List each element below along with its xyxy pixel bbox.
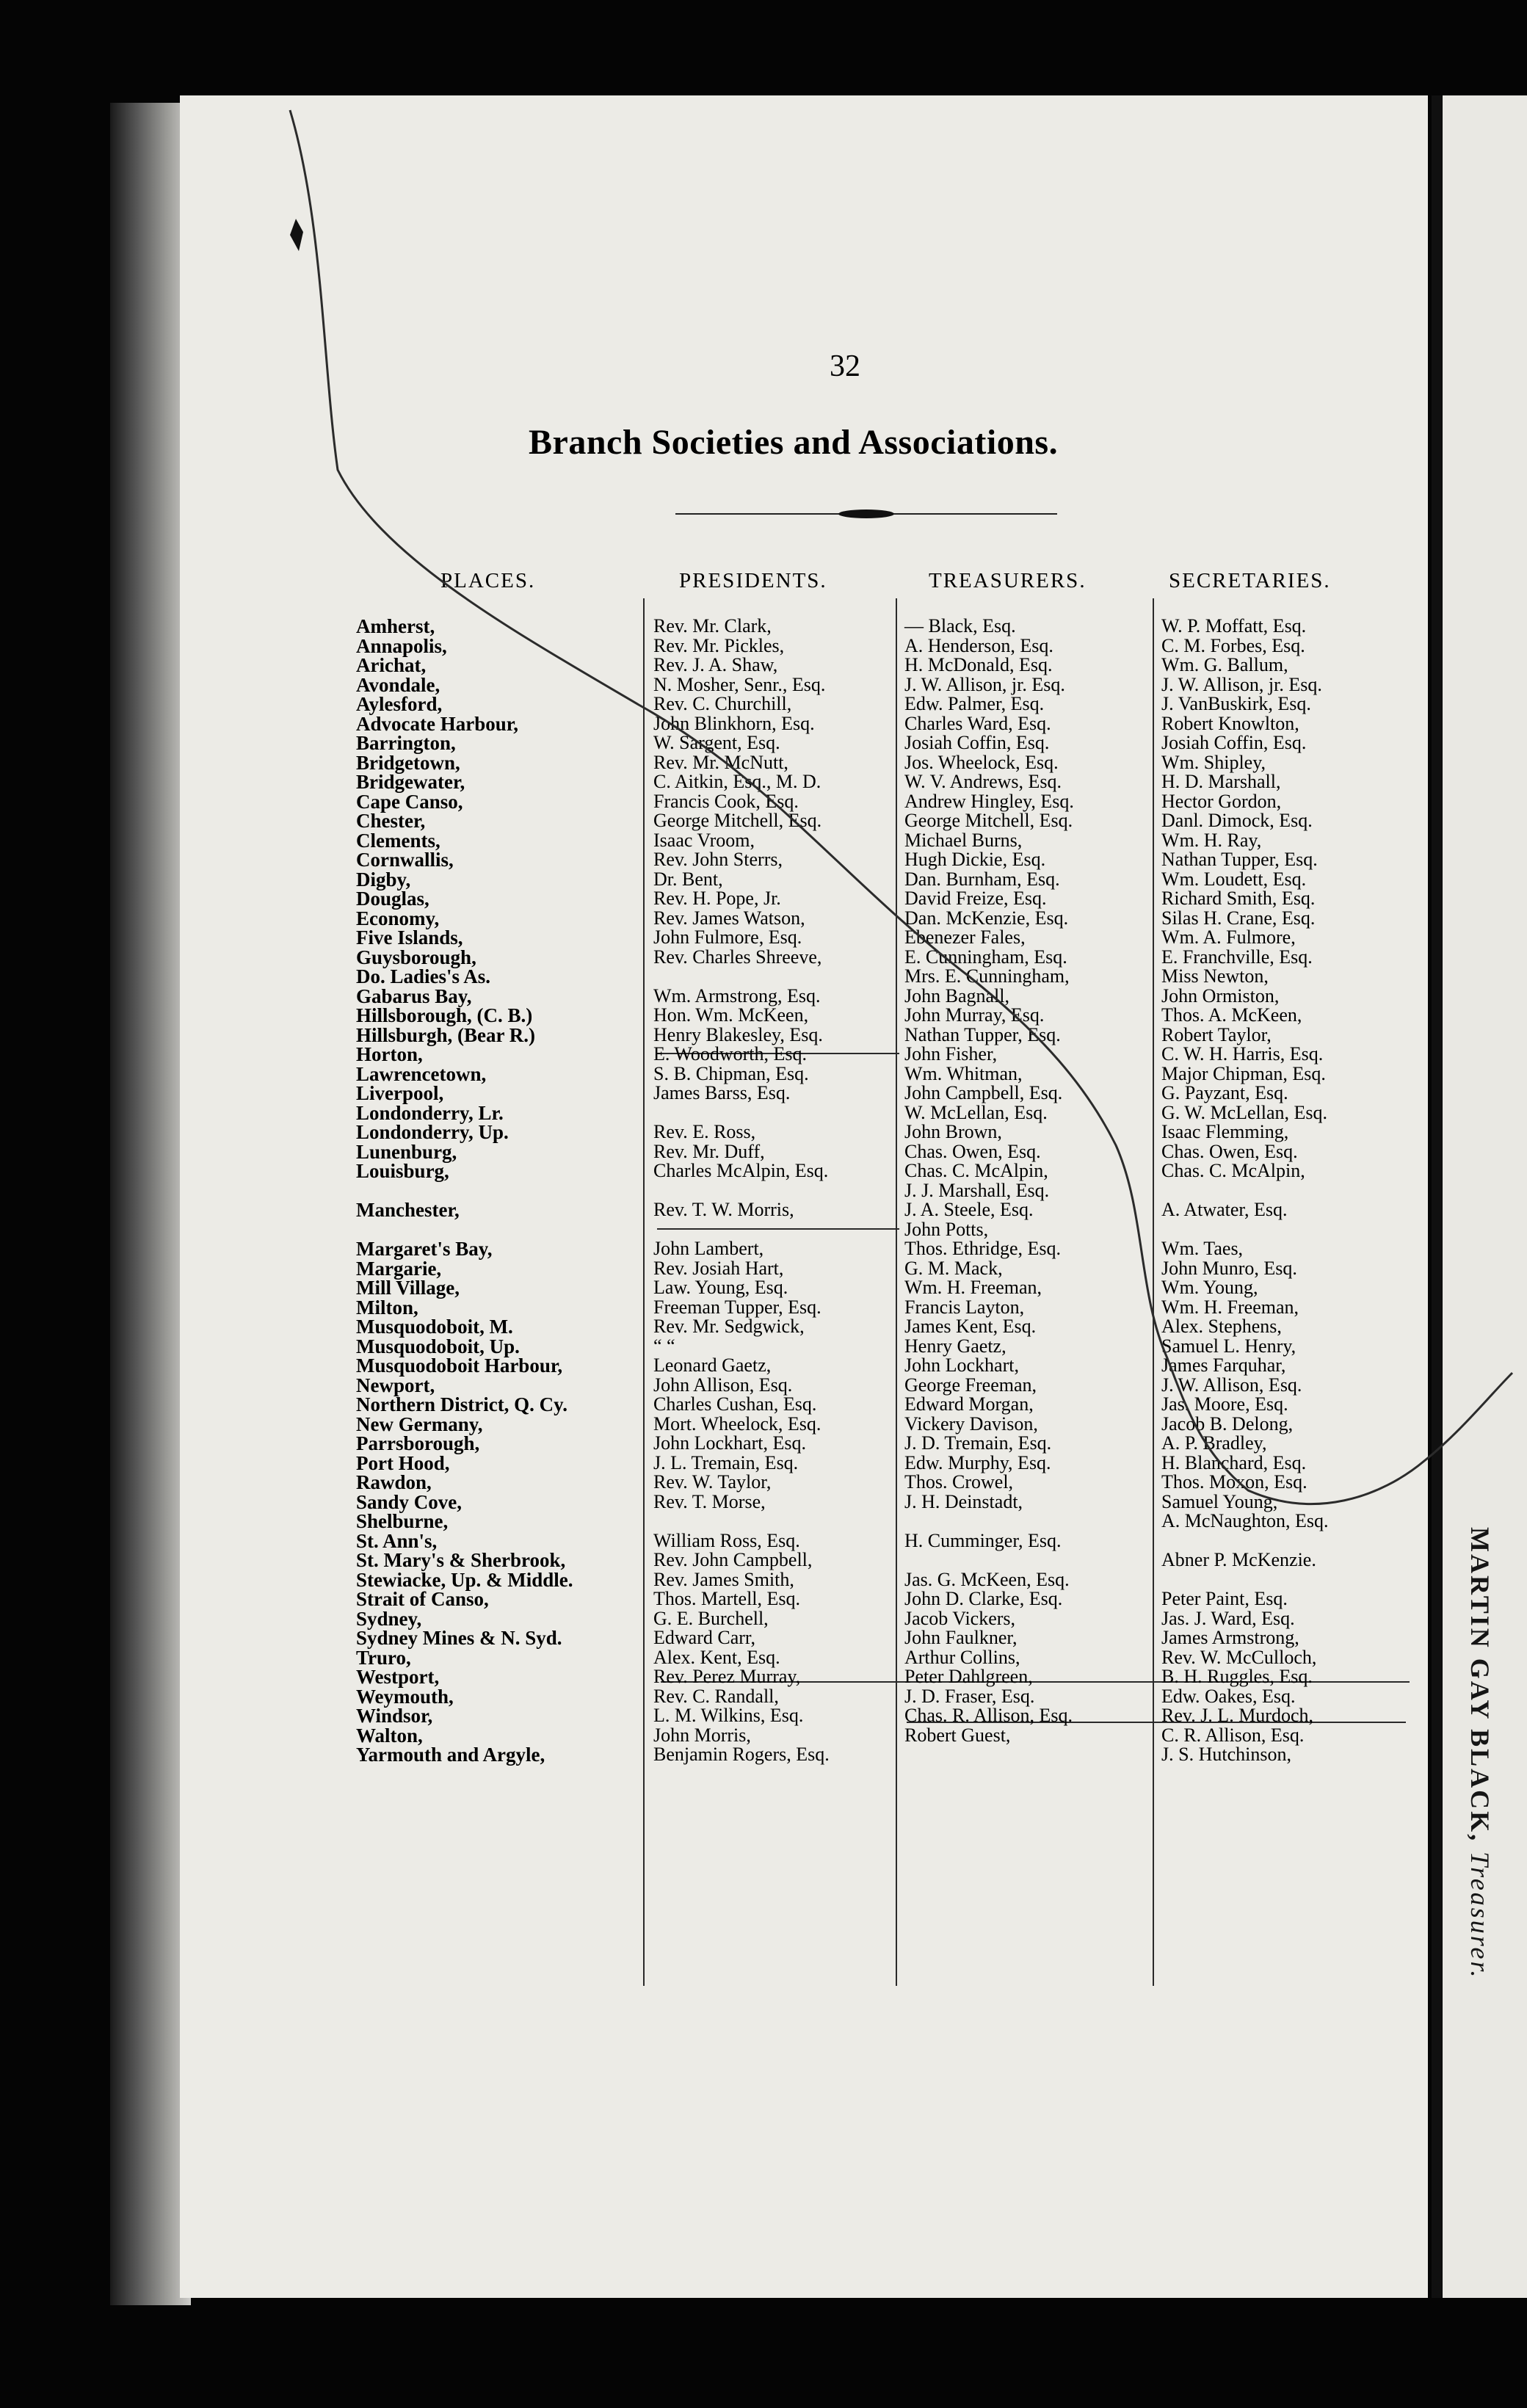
president-entry: Rev. Mr. Sedgwick, <box>653 1316 805 1337</box>
secretarie-entry: W. P. Moffatt, Esq. <box>1161 615 1307 637</box>
secretarie-entry: J. VanBuskirk, Esq. <box>1161 693 1311 714</box>
secretarie-entry: Wm. Shipley, <box>1161 751 1266 773</box>
treasurer-entry: W. McLellan, Esq. <box>904 1101 1048 1123</box>
place-entry: Lunenburg, <box>356 1140 457 1163</box>
treasurer-entry: John Murray, Esq. <box>904 1004 1045 1026</box>
secretarie-entry: C. R. Allison, Esq. <box>1161 1724 1305 1746</box>
president-entry: J. L. Tremain, Esq. <box>653 1451 799 1473</box>
president-entry <box>653 1181 830 1201</box>
secretarie-entry: Rev. W. McCulloch, <box>1161 1646 1317 1668</box>
president-entry: Isaac Vroom, <box>653 829 755 851</box>
secretarie-entry: James Farquhar, <box>1161 1354 1286 1376</box>
treasurer-entry: J. D. Tremain, Esq. <box>904 1432 1052 1454</box>
place-entry: Cape Canso, <box>356 790 463 813</box>
secretarie-entry: James Armstrong, <box>1161 1627 1299 1648</box>
place-entry: Bridgetown, <box>356 751 460 774</box>
treasurer-entry: Thos. Crowel, <box>904 1471 1014 1493</box>
place-entry: Digby, <box>356 868 411 891</box>
president-entry: Rev. James Smith, <box>653 1568 794 1590</box>
treasurer-entry: J. W. Allison, jr. Esq. <box>904 673 1065 695</box>
book-spine <box>1432 95 1442 2298</box>
treasurer-entry: John Campbell, Esq. <box>904 1082 1063 1103</box>
secretarie-entry: B. H. Ruggles, Esq. <box>1161 1666 1313 1687</box>
president-entry: Rev. Mr. Clark, <box>653 615 772 637</box>
place-entry: Shelburne, <box>356 1510 449 1532</box>
treasurer-entry: G. M. Mack, <box>904 1257 1003 1279</box>
treasurer-entry: Ebenezer Fales, <box>904 926 1026 948</box>
president-entry: Rev. C. Churchill, <box>653 693 792 714</box>
treasurer-entry: W. V. Andrews, Esq. <box>904 771 1062 792</box>
place-entry: Westport, <box>356 1666 440 1688</box>
place-entry: Margaret's Bay, <box>356 1238 493 1260</box>
president-entry: G. E. Burchell, <box>653 1607 769 1629</box>
secretarie-entry: Jacob B. Delong, <box>1161 1412 1294 1435</box>
secretarie-entry: Robert Taylor, <box>1161 1023 1272 1045</box>
president-entry: Rev. H. Pope, Jr. <box>653 888 781 909</box>
place-entry: Hillsburgh, (Bear R.) <box>356 1023 536 1046</box>
president-entry: Rev. Mr. McNutt, <box>653 751 788 773</box>
place-entry: Windsor, <box>356 1705 433 1727</box>
treasurer-entry: Nathan Tupper, Esq. <box>904 1023 1061 1045</box>
president-entry <box>653 1103 830 1123</box>
places-column <box>356 617 573 1765</box>
column-divider <box>643 598 645 1986</box>
column-header-treasurers: TREASURERS. <box>929 569 1087 592</box>
secretarie-entry: Edw. Oakes, Esq. <box>1161 1685 1296 1707</box>
column-divider <box>1153 598 1154 1986</box>
secretarie-entry: Major Chipman, Esq. <box>1161 1062 1326 1084</box>
treasurer-entry: E. Cunningham, Esq. <box>904 946 1067 968</box>
place-entry: Sydney, <box>356 1607 422 1630</box>
treasurer-entry: Mrs. E. Cunningham, <box>904 965 1070 987</box>
place-entry: Manchester, <box>356 1199 460 1221</box>
treasurers-column <box>904 617 1074 1745</box>
secretarie-entry: Jas. J. Ward, Esq. <box>1161 1607 1295 1629</box>
treasurer-entry: John Faulkner, <box>904 1627 1018 1648</box>
facing-page-role: Treasurer. <box>1465 1852 1495 1980</box>
place-entry: Barrington, <box>356 732 456 754</box>
secretarie-entry: G. Payzant, Esq. <box>1161 1082 1288 1103</box>
president-entry: Francis Cook, Esq. <box>653 790 799 812</box>
secretarie-entry: Isaac Flemming, <box>1161 1121 1289 1142</box>
treasurer-entry: Wm. H. Freeman, <box>904 1277 1042 1298</box>
president-entry: Benjamin Rogers, Esq. <box>653 1744 830 1765</box>
treasurer-entry <box>904 1512 1074 1531</box>
president-entry: John Allison, Esq. <box>653 1374 793 1396</box>
treasurer-entry: Chas. C. McAlpin, <box>904 1160 1048 1181</box>
president-entry: Freeman Tupper, Esq. <box>653 1296 821 1318</box>
president-entry: Rev. W. Taylor, <box>653 1471 772 1493</box>
secretarie-entry: Richard Smith, Esq. <box>1161 888 1316 909</box>
secretarie-entry: G. W. McLellan, Esq. <box>1161 1101 1328 1123</box>
secretarie-entry: Thos. A. McKeen, <box>1161 1004 1302 1026</box>
place-entry: Weymouth, <box>356 1685 454 1708</box>
treasurer-entry: Henry Gaetz, <box>904 1335 1006 1357</box>
president-entry: Rev. Mr. Duff, <box>653 1140 765 1162</box>
treasurer-entry: Charles Ward, Esq. <box>904 712 1051 734</box>
column-header-presidents: PRESIDENTS. <box>679 569 827 592</box>
secretarie-entry: Abner P. McKenzie. <box>1161 1549 1316 1570</box>
facing-page-name: MARTIN GAY BLACK, <box>1465 1527 1495 1843</box>
place-entry: Walton, <box>356 1724 423 1747</box>
secretarie-entry: John Munro, Esq. <box>1161 1257 1297 1279</box>
page-heading: Branch Societies and Associations. <box>529 423 1059 462</box>
secretarie-entry: Wm. G. Ballum, <box>1161 654 1288 675</box>
place-entry <box>356 1220 573 1240</box>
treasurer-entry: Chas. Owen, Esq. <box>904 1140 1041 1162</box>
treasurer-entry: Hugh Dickie, Esq. <box>904 849 1046 870</box>
secretarie-entry: A. P. Bradley, <box>1161 1432 1267 1454</box>
place-entry: New Germany, <box>356 1412 483 1435</box>
place-entry: Louisburg, <box>356 1160 449 1182</box>
secretarie-entry: Miss Newton, <box>1161 965 1269 987</box>
place-entry: St. Ann's, <box>356 1529 438 1552</box>
treasurer-entry: Edw. Palmer, Esq. <box>904 693 1045 714</box>
column-divider <box>896 598 897 1986</box>
secretarie-entry: Wm. Loudett, Esq. <box>1161 868 1307 890</box>
president-entry: Rev. E. Ross, <box>653 1121 756 1142</box>
secretarie-entry: E. Franchville, Esq. <box>1161 946 1313 968</box>
secretarie-entry: Robert Knowlton, <box>1161 712 1299 734</box>
place-entry: Port Hood, <box>356 1451 450 1474</box>
place-entry: Milton, <box>356 1296 418 1319</box>
president-entry: Wm. Armstrong, Esq. <box>653 984 821 1007</box>
treasurer-entry: Francis Layton, <box>904 1296 1025 1318</box>
place-entry: Douglas, <box>356 888 429 910</box>
treasurer-entry: John D. Clarke, Esq. <box>904 1588 1063 1609</box>
secretaries-column <box>1161 617 1328 1765</box>
secretarie-entry <box>1161 1220 1328 1240</box>
president-entry: Alex. Kent, Esq. <box>653 1646 780 1668</box>
place-entry: Gabarus Bay, <box>356 984 472 1007</box>
treasurer-entry <box>904 1551 1074 1570</box>
place-entry: Mill Village, <box>356 1277 460 1299</box>
place-entry: St. Mary's & Sherbrook, <box>356 1549 566 1571</box>
place-entry: Northern District, Q. Cy. <box>356 1393 567 1415</box>
president-entry: C. Aitkin, Esq., M. D. <box>653 771 821 792</box>
place-entry: Guysborough, <box>356 946 476 968</box>
place-entry <box>356 1181 573 1201</box>
place-entry: Stewiacke, Up. & Middle. <box>356 1568 573 1591</box>
treasurer-entry: Jacob Vickers, <box>904 1607 1016 1629</box>
treasurer-entry: H. Cumminger, Esq. <box>904 1529 1062 1551</box>
president-entry: Rev. T. W. Morris, <box>653 1199 794 1220</box>
treasurer-entry: Dan. McKenzie, Esq. <box>904 907 1069 929</box>
place-entry: Lawrencetown, <box>356 1062 487 1085</box>
secretarie-entry: Rev. J. L. Murdoch, <box>1161 1705 1314 1726</box>
place-entry: Annapolis, <box>356 634 447 657</box>
president-entry: Rev. John Campbell, <box>653 1549 813 1570</box>
column-header-places: PLACES. <box>440 569 536 592</box>
treasurer-entry: Edw. Murphy, Esq. <box>904 1451 1051 1473</box>
secretarie-entry: Alex. Stephens, <box>1161 1316 1282 1337</box>
place-entry: Londonderry, Lr. <box>356 1101 504 1124</box>
secretarie-entry: Silas H. Crane, Esq. <box>1161 907 1316 929</box>
treasurer-entry: Edward Morgan, <box>904 1393 1034 1415</box>
place-entry: Strait of Canso, <box>356 1588 489 1610</box>
treasurer-entry: Jas. G. McKeen, Esq. <box>904 1568 1070 1590</box>
president-entry: S. B. Chipman, Esq. <box>653 1062 809 1084</box>
president-entry: John Fulmore, Esq. <box>653 926 802 948</box>
secretarie-entry: J. S. Hutchinson, <box>1161 1744 1291 1765</box>
secretarie-entry: Josiah Coffin, Esq. <box>1161 732 1307 753</box>
treasurer-entry: H. McDonald, Esq. <box>904 654 1053 675</box>
facing-page-rotated-text <box>1465 1527 1495 1979</box>
presidents-column <box>653 617 830 1765</box>
treasurer-entry: George Freeman, <box>904 1374 1037 1396</box>
president-entry <box>653 967 830 987</box>
treasurer-entry: John Bagnall, <box>904 984 1009 1007</box>
president-entry: John Morris, <box>653 1724 751 1746</box>
place-entry: Margarie, <box>356 1257 442 1280</box>
president-entry: Edward Carr, <box>653 1627 756 1648</box>
place-entry: Five Islands, <box>356 926 463 949</box>
secretarie-entry: Wm. H. Ray, <box>1161 829 1262 851</box>
treasurer-entry: Chas. R. Allison, Esq. <box>904 1705 1073 1726</box>
president-entry <box>653 1512 830 1531</box>
place-entry: Newport, <box>356 1374 435 1396</box>
secretarie-entry <box>1161 1181 1328 1201</box>
president-entry: W. Sargent, Esq. <box>653 732 780 753</box>
president-entry: Rev. James Watson, <box>653 907 805 929</box>
place-entry: Amherst, <box>356 615 435 637</box>
treasurer-entry: Arthur Collins, <box>904 1646 1020 1668</box>
treasurer-entry: John Brown, <box>904 1121 1002 1142</box>
president-entry: Rev. Perez Murray, <box>653 1666 801 1687</box>
place-entry: Truro, <box>356 1646 411 1669</box>
secretarie-entry: Hector Gordon, <box>1161 790 1282 812</box>
page-number: 32 <box>830 349 860 383</box>
heading-ornament-rule <box>675 507 1057 521</box>
treasurer-entry: Robert Guest, <box>904 1724 1011 1746</box>
president-entry: William Ross, Esq. <box>653 1529 800 1551</box>
secretarie-entry: Peter Paint, Esq. <box>1161 1588 1288 1609</box>
treasurer-entry: Josiah Coffin, Esq. <box>904 732 1050 753</box>
president-entry: George Mitchell, Esq. <box>653 810 822 831</box>
place-entry: Do. Ladies's As. <box>356 965 491 987</box>
treasurer-entry: Jos. Wheelock, Esq. <box>904 751 1059 773</box>
secretarie-entry <box>1161 1531 1328 1551</box>
treasurer-entry: J. H. Deinstadt, <box>904 1490 1023 1512</box>
president-entry: John Lockhart, Esq. <box>653 1432 806 1454</box>
secretarie-entry: J. W. Allison, Esq. <box>1161 1374 1302 1396</box>
president-entry: Hon. Wm. McKeen, <box>653 1004 809 1026</box>
secretarie-entry: C. M. Forbes, Esq. <box>1161 634 1305 656</box>
president-entry <box>653 1220 830 1240</box>
secretarie-entry: Nathan Tupper, Esq. <box>1161 849 1318 870</box>
place-entry: Economy, <box>356 907 440 929</box>
president-entry: Rev. Mr. Pickles, <box>653 634 785 656</box>
place-entry: Sandy Cove, <box>356 1490 463 1513</box>
treasurer-entry: Thos. Ethridge, Esq. <box>904 1238 1062 1259</box>
president-entry: Rev. J. A. Shaw, <box>653 654 778 675</box>
treasurer-entry: J. A. Steele, Esq. <box>904 1199 1034 1220</box>
place-entry: Bridgewater, <box>356 771 465 793</box>
president-entry: Charles McAlpin, Esq. <box>653 1160 829 1181</box>
president-entry: John Blinkhorn, Esq. <box>653 712 815 734</box>
president-entry: E. Woodworth, Esq. <box>653 1043 808 1065</box>
secretarie-entry: Danl. Dimock, Esq. <box>1161 810 1313 831</box>
secretarie-entry: Wm. Taes, <box>1161 1238 1244 1259</box>
place-entry: Advocate Harbour, <box>356 712 518 735</box>
president-entry: Rev. T. Morse, <box>653 1490 766 1512</box>
place-entry: Clements, <box>356 829 440 852</box>
secretarie-entry: A. McNaughton, Esq. <box>1161 1510 1329 1531</box>
president-entry: Dr. Bent, <box>653 868 723 890</box>
place-entry: Aylesford, <box>356 693 443 715</box>
president-entry: Rev. John Sterrs, <box>653 849 783 870</box>
secretarie-entry: Wm. Young, <box>1161 1277 1258 1298</box>
president-entry: Law. Young, Esq. <box>653 1277 788 1298</box>
president-entry: Leonard Gaetz, <box>653 1354 772 1376</box>
treasurer-entry: A. Henderson, Esq. <box>904 634 1053 656</box>
secretarie-entry: Chas. C. McAlpin, <box>1161 1160 1305 1181</box>
column-header-secretaries: SECRETARIES. <box>1169 569 1331 592</box>
treasurer-entry: J. D. Fraser, Esq. <box>904 1685 1035 1707</box>
president-entry: L. M. Wilkins, Esq. <box>653 1705 804 1726</box>
treasurer-entry: Dan. Burnham, Esq. <box>904 868 1060 890</box>
president-entry: Henry Blakesley, Esq. <box>653 1023 823 1045</box>
president-entry: Rev. Josiah Hart, <box>653 1257 784 1279</box>
treasurer-entry: John Fisher, <box>904 1043 998 1065</box>
president-entry: Rev. Charles Shreeve, <box>653 946 822 968</box>
secretarie-entry: J. W. Allison, jr. Esq. <box>1161 673 1322 695</box>
treasurer-entry: Andrew Hingley, Esq. <box>904 790 1074 812</box>
president-entry: “ “ <box>653 1335 675 1357</box>
place-entry: Cornwallis, <box>356 849 454 871</box>
place-entry: Rawdon, <box>356 1471 432 1493</box>
place-entry: Yarmouth and Argyle, <box>356 1744 545 1766</box>
book-gutter <box>110 103 191 2305</box>
treasurer-entry: Michael Burns, <box>904 829 1023 851</box>
treasurer-entry: Vickery Davison, <box>904 1412 1038 1435</box>
treasurer-entry: J. J. Marshall, Esq. <box>904 1179 1050 1201</box>
place-entry: Chester, <box>356 810 426 832</box>
place-entry: Musquodoboit, Up. <box>356 1335 520 1357</box>
secretarie-entry: H. D. Marshall, <box>1161 771 1281 792</box>
treasurer-entry: — Black, Esq. <box>904 615 1016 637</box>
president-entry: Mort. Wheelock, Esq. <box>653 1412 821 1435</box>
president-entry: James Barss, Esq. <box>653 1082 791 1103</box>
secretarie-entry: Jas. Moore, Esq. <box>1161 1393 1288 1415</box>
place-entry: Arichat, <box>356 654 427 676</box>
treasurer-entry: David Freize, Esq. <box>904 888 1047 909</box>
place-entry: Parrsborough, <box>356 1432 480 1454</box>
secretarie-entry: Wm. A. Fulmore, <box>1161 926 1296 948</box>
president-entry: Charles Cushan, Esq. <box>653 1393 817 1415</box>
secretarie-entry: Wm. H. Freeman, <box>1161 1296 1299 1318</box>
place-entry: Avondale, <box>356 673 440 696</box>
secretarie-entry: John Ormiston, <box>1161 984 1280 1007</box>
place-entry: Musquodoboit Harbour, <box>356 1354 563 1377</box>
treasurer-entry: George Mitchell, Esq. <box>904 810 1073 831</box>
president-entry: Thos. Martell, Esq. <box>653 1588 801 1609</box>
secretarie-entry: A. Atwater, Esq. <box>1161 1199 1288 1220</box>
place-entry: Londonderry, Up. <box>356 1121 509 1143</box>
secretarie-entry: C. W. H. Harris, Esq. <box>1161 1043 1324 1065</box>
president-entry: N. Mosher, Senr., Esq. <box>653 673 826 695</box>
treasurer-entry: John Potts, <box>904 1218 989 1240</box>
place-entry: Hillsborough, (C. B.) <box>356 1004 533 1026</box>
place-entry: Musquodoboit, M. <box>356 1316 513 1338</box>
treasurer-entry: Wm. Whitman, <box>904 1062 1023 1084</box>
secretarie-entry: Samuel Young, <box>1161 1490 1278 1512</box>
secretarie-entry: Chas. Owen, Esq. <box>1161 1140 1298 1162</box>
place-entry: Horton, <box>356 1043 423 1065</box>
president-entry: John Lambert, <box>653 1238 764 1259</box>
secretarie-entry: Samuel L. Henry, <box>1161 1335 1296 1357</box>
treasurer-entry: James Kent, Esq. <box>904 1316 1037 1337</box>
secretarie-entry: Thos. Moxon, Esq. <box>1161 1471 1307 1493</box>
president-entry: Rev. C. Randall, <box>653 1685 779 1707</box>
treasurer-entry: John Lockhart, <box>904 1354 1019 1376</box>
secretarie-entry <box>1161 1570 1328 1590</box>
place-entry: Sydney Mines & N. Syd. <box>356 1627 562 1649</box>
place-entry: Liverpool, <box>356 1082 444 1104</box>
treasurer-entry: Peter Dahlgreen, <box>904 1666 1033 1687</box>
secretarie-entry: H. Blanchard, Esq. <box>1161 1451 1307 1473</box>
